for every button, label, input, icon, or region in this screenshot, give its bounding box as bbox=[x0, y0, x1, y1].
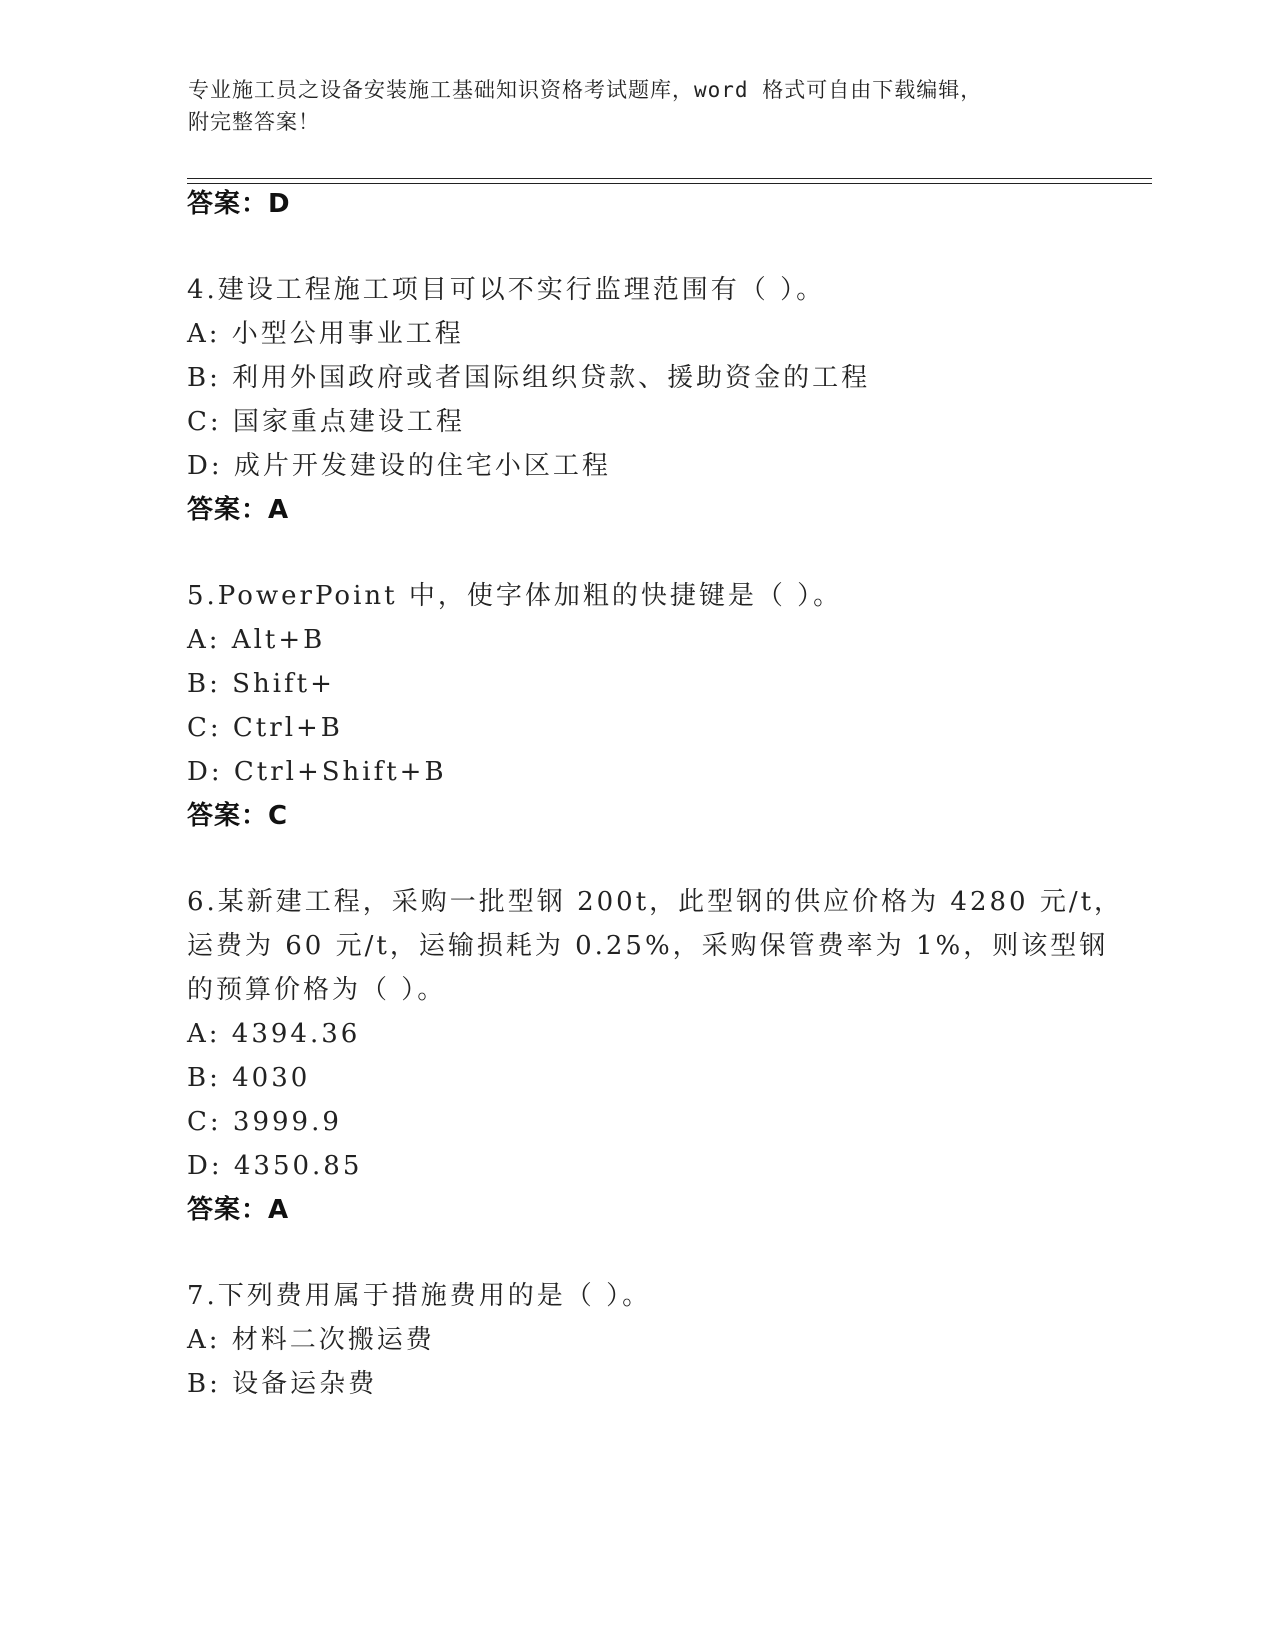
question-6-stem-line-1: 6.某新建工程，采购一批型钢 200t，此型钢的供应价格为 4280 元/t， bbox=[187, 887, 1124, 917]
header-line-1: 专业施工员之设备安装施工基础知识资格考试题库，word 格式可自由下载编辑， bbox=[188, 78, 983, 102]
header-divider-top bbox=[187, 178, 1152, 179]
question-6-option-b: B: 4030 bbox=[187, 1063, 311, 1093]
question-5-option-a: A: Alt+B bbox=[187, 625, 326, 655]
question-6-option-d: D: 4350.85 bbox=[187, 1151, 363, 1181]
question-7-stem: 7.下列费用属于措施费用的是（ ）。 bbox=[187, 1281, 652, 1311]
answer-line: 答案：D bbox=[187, 189, 291, 219]
question-5-answer: 答案：C bbox=[187, 801, 289, 831]
question-6-option-a: A: 4394.36 bbox=[187, 1019, 361, 1049]
header-divider-bottom bbox=[187, 183, 1152, 184]
question-7-option-a: A: 材料二次搬运费 bbox=[187, 1325, 435, 1355]
question-5-stem: 5.PowerPoint 中，使字体加粗的快捷键是（ ）。 bbox=[187, 581, 843, 611]
question-5-option-b: B: Shift+ bbox=[187, 669, 335, 699]
question-7-option-b: B: 设备运杂费 bbox=[187, 1369, 378, 1399]
question-4-option-b: B: 利用外国政府或者国际组织贷款、援助资金的工程 bbox=[187, 363, 871, 393]
question-4-answer: 答案：A bbox=[187, 495, 290, 525]
question-6-stem-line-3: 的预算价格为（ ）。 bbox=[187, 975, 447, 1005]
question-6-option-c: C: 3999.9 bbox=[187, 1107, 342, 1137]
question-5-option-c: C: Ctrl+B bbox=[187, 713, 343, 743]
header-line-2: 附完整答案！ bbox=[188, 110, 320, 134]
question-5-option-d: D: Ctrl+Shift+B bbox=[187, 757, 447, 787]
document-header bbox=[188, 74, 1088, 138]
question-4-stem: 4.建设工程施工项目可以不实行监理范围有（ ）。 bbox=[187, 275, 826, 305]
question-4-option-d: D: 成片开发建设的住宅小区工程 bbox=[187, 451, 611, 481]
question-4-option-c: C: 国家重点建设工程 bbox=[187, 407, 465, 437]
question-6-stem-line-2: 运费为 60 元/t，运输损耗为 0.25%，采购保管费率为 1%，则该型钢 bbox=[187, 931, 1109, 961]
question-6-answer: 答案：A bbox=[187, 1195, 290, 1225]
question-4-option-a: A: 小型公用事业工程 bbox=[187, 319, 464, 349]
